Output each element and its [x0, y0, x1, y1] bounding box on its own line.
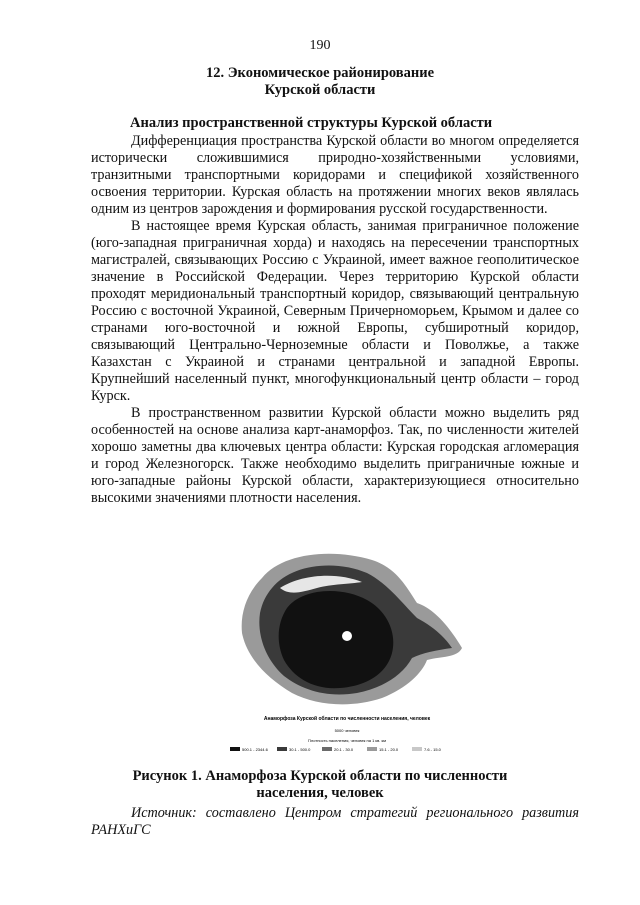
legend-label-5: 7.6 - 15.0 [424, 747, 441, 752]
section-title: Анализ пространственной структуры Курской области [130, 115, 493, 131]
center-marker [342, 631, 352, 641]
legend-title: Плотность населения, человек на 1 кв. км [307, 738, 387, 743]
legend-label-1: 500.1 - 2344.6 [242, 747, 268, 752]
figure-caption [0, 768, 640, 802]
figure-caption-line2: населения, человек [256, 785, 384, 801]
paragraph-1: Дифференциация пространства Курской области во многом определяется исторически сложившимися природно-хозяйственными условиями, транзитными транспортными коридорами и спецификой хозяйственного освоения территории. Курская область на протяжении многих веков являлась одним из центров зарождения и формирования русской государственности. [91, 133, 579, 217]
legend-label-3: 20.1 - 30.0 [334, 747, 354, 752]
legend-swatch-1 [230, 747, 240, 751]
legend-label-4: 15.1 - 20.0 [379, 747, 399, 752]
anamorphosis-figure [222, 548, 472, 758]
map-title: Анаморфоза Курской области по численности населения, человек [263, 716, 431, 722]
legend-swatch-2 [277, 747, 287, 751]
legend-swatch-4 [367, 747, 377, 751]
paragraph-3: В пространственном развитии Курской области можно выделить ряд особенностей на основе анализа карт-анаморфоз. Так, по численности жителей хорошо заметны два ключевых центра области: Курская городская агломерация и город Железногорск. Также необходимо выделить приграничные южные и юго-западные районы Курской области, характеризующиеся относительно высокими значениями плотности населения. [91, 405, 579, 506]
source-note: Источник: составлено Центром стратегий регионального развития РАНХиГС [91, 805, 579, 838]
page-number: 190 [309, 38, 331, 53]
chapter-title [0, 65, 640, 99]
scale-label: 5000 человек [334, 728, 360, 733]
legend-swatch-5 [412, 747, 422, 751]
figure-caption-line1: Рисунок 1. Анаморфоза Курской области по численности [132, 768, 508, 784]
legend-label-2: 30.1 - 500.0 [289, 747, 311, 752]
paragraph-2: В настоящее время Курская область, занимая приграничное положение (юго-западная приграничная хорда) и находясь на пересечении транспортных магистралей, связывающих Россию с Украиной, имеет важное геополитическое значение в Российской Федерации. Через территорию Курской области проходят меридиональный транспортный коридор, связывающий центральную Россию с восточной Украиной, Северным Причерноморьем, Крымом и далее со странами юго-восточной и южной Европы, субширотный коридор, связывающий Центрально-Черноземные области и Поволжье, а также Казахстан с Украиной и странами центральной и западной Европы. Крупнейший населенный пункт, многофункциональный центр области – город Курск. [91, 218, 579, 404]
chapter-title-line1: 12. Экономическое районирование [205, 65, 435, 81]
body-text [91, 133, 579, 507]
legend-swatch-3 [322, 747, 332, 751]
anamorphosis-map [222, 548, 472, 758]
legend [230, 747, 442, 752]
chapter-title-line2: Курской области [264, 82, 376, 98]
